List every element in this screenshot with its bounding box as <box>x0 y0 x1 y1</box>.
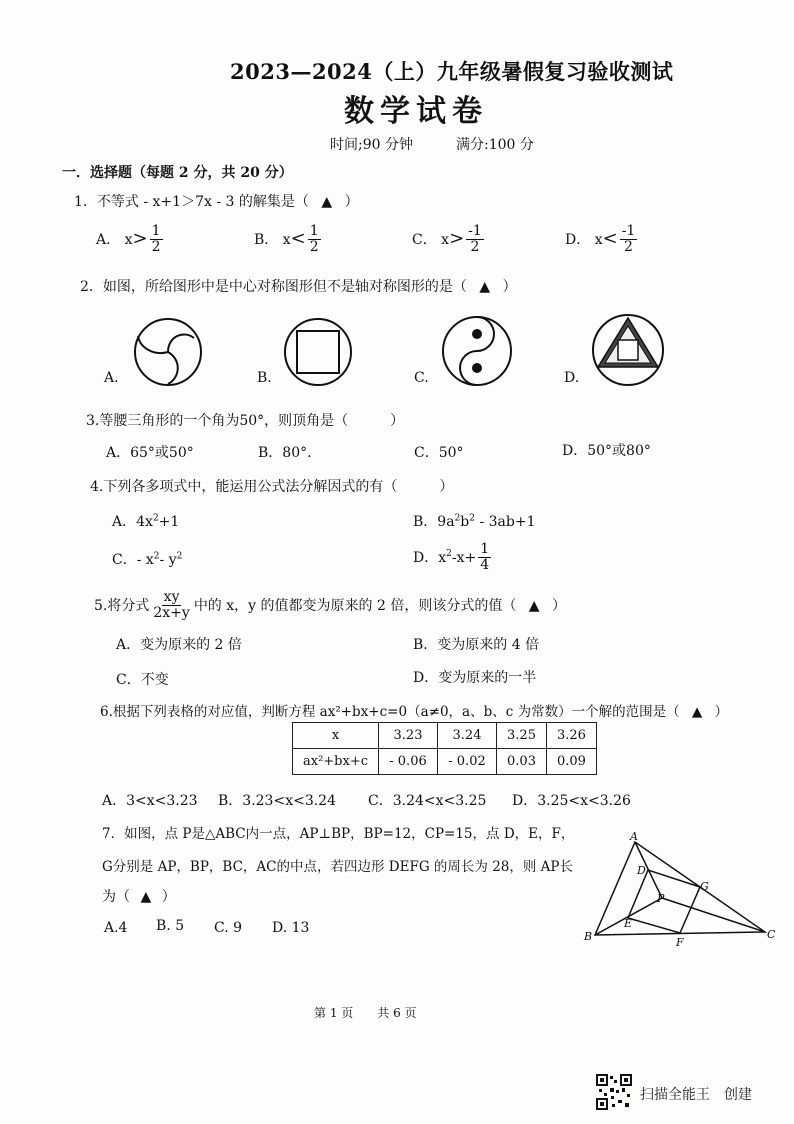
q5-option-c: C．不变 <box>116 672 169 688</box>
figure-d-triangle-in-circle <box>590 312 666 388</box>
q4-option-d: D．$x^2-x+$ $\frac{1}{4}$ <box>413 541 490 574</box>
answer-mark: ▲ <box>140 889 152 905</box>
q2-label-c: C. <box>414 370 429 386</box>
question-2-close: ） <box>502 279 517 295</box>
q1-option-c: C． x> $\frac{-1}{2}$ <box>412 223 482 256</box>
question-5: 5.将分式 $\frac{xy}{2x+y}$ 中的 x，y 的值都变为原来的 2 倍，则该分式的值（ ▲ ） <box>94 589 567 622</box>
figure-c-yin-yang <box>440 314 514 388</box>
question-1 <box>74 191 359 211</box>
q7-option-a: A.4 <box>104 920 128 936</box>
q4-option-c: C．- $x^2-$ $y^2$ <box>112 551 183 568</box>
q4-option-a: A．$4x^2+1$ <box>112 513 180 530</box>
q6-option-d: D．3.25<x<3.26 <box>512 793 631 809</box>
value-table <box>292 722 597 775</box>
q2-label-d: D. <box>564 370 580 386</box>
answer-mark: ▲ <box>528 597 540 614</box>
exam-score: 满分:100 分 <box>456 137 534 153</box>
question-2 <box>80 276 517 296</box>
q7-option-d: D. 13 <box>272 920 310 936</box>
question-7-line-2: G分别是 AP，BP，BC，AC的中点，若四边形 DEFG 的周长为 28，则 AP长 <box>102 859 573 875</box>
answer-mark: ▲ <box>691 704 703 720</box>
question-6: 6.根据下列表格的对应值，判断方程 ax²+bx+c=0（a≠0，a、b、c 为常数）一个解的范围是（ ▲ ） <box>100 704 729 720</box>
q3-option-c: C．50° <box>414 445 464 461</box>
qr-code-icon <box>596 1074 632 1110</box>
q5-option-d: D．变为原来的一半 <box>413 670 537 686</box>
subject-title: 数学试卷 <box>344 94 488 129</box>
q4-option-b: B．$9a^2b^2 - 3ab+1$ <box>413 513 536 530</box>
point-label: F <box>676 936 684 949</box>
question-4: 4.下列各多项式中，能运用公式法分解因式的有（ ） <box>90 479 454 495</box>
figure-b-square-in-circle <box>282 316 354 388</box>
q1-option-d: D． x< $\frac{-1}{2}$ <box>565 223 636 256</box>
question-7-line-1: 7．如图，点 P是△ABC内一点，AP⊥BP，BP=12，CP=15，点 D，E，F， <box>102 826 575 842</box>
q2-label-b: B. <box>257 370 272 386</box>
q5-option-a: A．变为原来的 2 倍 <box>116 637 242 653</box>
q5-option-b: B．变为原来的 4 倍 <box>413 637 540 653</box>
q1-option-a: A． x> $\frac{1}{2}$ <box>96 223 161 256</box>
q6-option-c: C．3.24<x<3.25 <box>368 793 487 809</box>
question-3: 3.等腰三角形的一个角为50°，则顶角是（ ） <box>86 413 405 429</box>
exam-time: 时间;90 分钟 <box>330 137 413 153</box>
page-number: 第 1 页 共 6 页 <box>314 1006 417 1020</box>
point-label: B <box>584 930 593 943</box>
point-label: P <box>657 892 665 905</box>
section-heading: 一．选择题（每题 2 分，共 20 分） <box>62 165 293 181</box>
question-1-stem: 1．不等式 - x+1＞7x - 3 的解集是（ <box>74 194 309 210</box>
table-row: x 3.23 3.24 3.25 3.26 <box>293 723 597 749</box>
exam-title: 2023—2024（上）九年级暑假复习验收测试 <box>230 59 674 84</box>
question-7-line-3: 为（ ▲ ） <box>102 889 176 905</box>
table-row: ax²+bx+c - 0.06 - 0.02 0.03 0.09 <box>293 749 597 775</box>
question-2-stem: 2．如图，所给图形中是中心对称图形但不是轴对称图形的是（ <box>80 279 467 295</box>
q3-option-d: D．50°或80° <box>562 443 651 459</box>
q7-triangle-figure <box>580 830 780 950</box>
answer-mark: ▲ <box>321 194 333 210</box>
q7-option-c: C. 9 <box>214 920 243 936</box>
q3-option-b: B．80°． <box>258 445 322 461</box>
q6-option-b: B．3.23<x<3.24 <box>218 793 336 809</box>
q3-option-a: A．65°或50° <box>106 445 194 461</box>
figure-a-pinwheel <box>132 316 204 388</box>
point-label: C <box>767 928 776 941</box>
q1-option-b: B． x< $\frac{1}{2}$ <box>254 223 319 256</box>
q6-option-a: A．3<x<3.23 <box>102 793 198 809</box>
answer-mark: ▲ <box>479 279 491 295</box>
point-label: D <box>637 864 646 877</box>
scanner-brand: 扫描全能王 创建 <box>640 1087 752 1103</box>
q7-option-b: B. 5 <box>156 918 185 934</box>
point-label: A <box>630 830 638 843</box>
point-label: G <box>700 880 709 893</box>
point-label: E <box>624 917 633 930</box>
question-1-close: ） <box>344 194 359 210</box>
q2-label-a: A. <box>104 370 119 386</box>
